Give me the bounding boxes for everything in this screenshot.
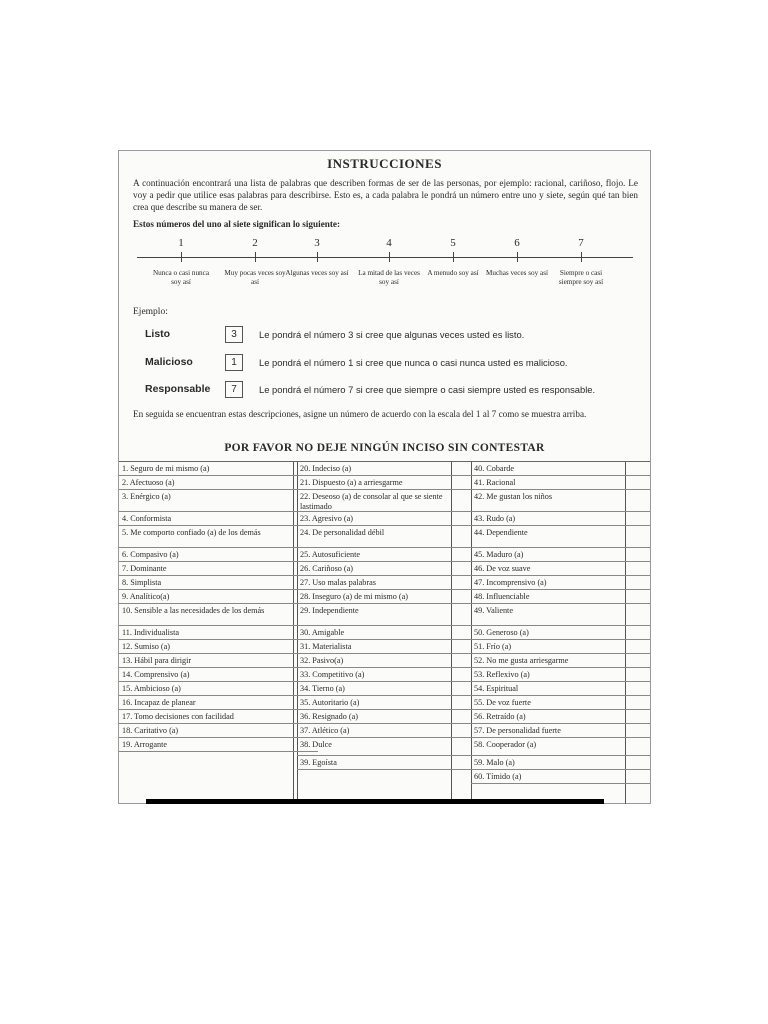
item-row[interactable] xyxy=(297,562,476,576)
item-text: 7. Dominante xyxy=(122,564,167,573)
scale-number: 1 xyxy=(178,237,184,249)
example-heading: Ejemplo: xyxy=(133,307,168,317)
item-row[interactable] xyxy=(119,724,318,738)
scale-label: Muy pocas veces soy así xyxy=(224,269,286,286)
item-row[interactable] xyxy=(119,576,318,590)
item-text: 25. Autosuficiente xyxy=(300,550,361,559)
example-text: Le pondrá el número 3 si cree que algunas veces usted es listo. xyxy=(259,329,525,340)
item-text: 31. Materialista xyxy=(300,642,352,651)
item-row[interactable] xyxy=(471,710,650,724)
scale-number: 2 xyxy=(252,237,258,249)
scale-number: 4 xyxy=(386,237,392,249)
item-text: 37. Atlético (a) xyxy=(300,726,350,735)
item-row[interactable] xyxy=(297,476,476,490)
scale-label: Algunas veces soy así xyxy=(285,269,349,277)
item-text: 42. Me gustan los niños xyxy=(474,492,553,501)
item-row[interactable] xyxy=(297,640,476,654)
item-text: 43. Rudo (a) xyxy=(474,514,516,523)
item-row[interactable] xyxy=(119,490,318,512)
item-text: 20. Indeciso (a) xyxy=(300,464,352,473)
item-text: 27. Uso malas palabras xyxy=(300,578,376,587)
questionnaire-sheet xyxy=(118,150,651,804)
item-text: 11. Individualista xyxy=(122,628,180,637)
scale-label: Muchas veces soy así xyxy=(485,269,549,277)
item-row[interactable] xyxy=(119,512,318,526)
item-row[interactable] xyxy=(119,462,318,476)
scale-label: Siempre o casi siempre soy así xyxy=(558,269,604,286)
item-text: 24. De personalidad débil xyxy=(300,528,385,537)
scale-label: Nunca o casi nunca soy así xyxy=(152,269,210,286)
item-row[interactable] xyxy=(119,590,318,604)
item-row[interactable] xyxy=(297,710,476,724)
example-text: Le pondrá el número 1 si cree que nunca o casi nunca usted es malicioso. xyxy=(259,357,568,368)
item-row[interactable] xyxy=(297,724,476,738)
item-row[interactable] xyxy=(471,604,650,626)
item-row[interactable] xyxy=(471,526,650,548)
scale-label: La mitad de las veces soy así xyxy=(358,269,420,286)
item-row[interactable] xyxy=(297,756,476,770)
item-text: 17. Tomo decisiones con facilidad xyxy=(122,712,234,721)
item-row[interactable] xyxy=(471,562,650,576)
item-text: 22. Deseoso (a) de consolar al que se siente lastimado xyxy=(300,492,443,511)
item-row[interactable] xyxy=(297,512,476,526)
item-row[interactable] xyxy=(471,756,650,770)
item-row[interactable] xyxy=(471,476,650,490)
item-text: 36. Resignado (a) xyxy=(300,712,358,721)
item-text: 3. Enérgico (a) xyxy=(122,492,171,501)
item-text: 47. Incomprensivo (a) xyxy=(474,578,547,587)
item-text: 26. Cariñoso (a) xyxy=(300,564,353,573)
follow-paragraph: En seguida se encuentran estas descripciones, asigne un número de acuerdo con la escala del 1 al 7 como se muestra arriba. xyxy=(133,409,587,419)
scale-line xyxy=(137,257,633,258)
item-row[interactable] xyxy=(297,590,476,604)
item-text: 60. Tímido (a) xyxy=(474,772,522,781)
item-text: 55. De voz fuerte xyxy=(474,698,531,707)
items-table xyxy=(119,461,650,804)
item-text: 39. Egoísta xyxy=(300,758,337,767)
item-text: 49. Valiente xyxy=(474,606,513,615)
item-row[interactable] xyxy=(297,682,476,696)
item-row[interactable] xyxy=(297,604,476,626)
scale-tick xyxy=(255,252,256,262)
scale-tick xyxy=(581,252,582,262)
item-text: 12. Sumiso (a) xyxy=(122,642,170,651)
item-text: 58. Cooperador (a) xyxy=(474,740,537,749)
item-row[interactable] xyxy=(471,576,650,590)
example-word: Malicioso xyxy=(145,356,193,368)
item-text: 54. Espiritual xyxy=(474,684,519,693)
item-text: 59. Malo (a) xyxy=(474,758,515,767)
item-text: 50. Generoso (a) xyxy=(474,628,529,637)
item-row[interactable] xyxy=(471,738,650,756)
item-text: 30. Amigable xyxy=(300,628,345,637)
item-row[interactable] xyxy=(297,526,476,548)
item-text: 33. Competitivo (a) xyxy=(300,670,365,679)
item-text: 2. Afectuoso (a) xyxy=(122,478,175,487)
scale-tick xyxy=(389,252,390,262)
item-row[interactable] xyxy=(471,724,650,738)
item-row[interactable] xyxy=(471,668,650,682)
item-text: 19. Arrogante xyxy=(122,740,168,749)
item-row[interactable] xyxy=(119,548,318,562)
example-word: Listo xyxy=(145,328,171,340)
item-text: 45. Maduro (a) xyxy=(474,550,524,559)
scale-number: 3 xyxy=(314,237,320,249)
item-text: 5. Me comporto confiado (a) de los demás xyxy=(122,528,261,537)
scale-tick xyxy=(181,252,182,262)
item-text: 52. No me gusta arriesgarme xyxy=(474,656,569,665)
item-text: 57. De personalidad fuerte xyxy=(474,726,561,735)
scale-number: 7 xyxy=(578,237,584,249)
item-row[interactable] xyxy=(119,696,318,710)
example-value-box: 1 xyxy=(225,354,243,371)
item-row[interactable] xyxy=(119,710,318,724)
item-row[interactable] xyxy=(297,548,476,562)
item-row[interactable] xyxy=(297,462,476,476)
item-text: 23. Agresivo (a) xyxy=(300,514,353,523)
item-row[interactable] xyxy=(119,626,318,640)
item-row[interactable] xyxy=(119,526,318,548)
bottom-bar xyxy=(146,799,604,804)
item-text: 9. Analítico(a) xyxy=(122,592,170,601)
item-row[interactable] xyxy=(471,548,650,562)
item-text: 13. Hábil para dirigir xyxy=(122,656,192,665)
item-text: 34. Tierno (a) xyxy=(300,684,345,693)
instructions-title: INSTRUCCIONES xyxy=(327,156,442,171)
item-row[interactable] xyxy=(297,654,476,668)
item-text: 44. Dependiente xyxy=(474,528,528,537)
item-row[interactable] xyxy=(119,476,318,490)
item-row[interactable] xyxy=(119,682,318,696)
item-text: 16. Incapaz de planear xyxy=(122,698,196,707)
item-text: 18. Caritativo (a) xyxy=(122,726,179,735)
item-text: 29. Independiente xyxy=(300,606,359,615)
item-row[interactable] xyxy=(471,490,650,512)
item-text: 51. Frío (a) xyxy=(474,642,512,651)
scale-number: 5 xyxy=(450,237,456,249)
item-text: 4. Conformista xyxy=(122,514,172,523)
item-row[interactable] xyxy=(119,654,318,668)
item-text: 6. Compasivo (a) xyxy=(122,550,179,559)
item-row[interactable] xyxy=(119,668,318,682)
item-text: 53. Reflexivo (a) xyxy=(474,670,530,679)
item-row[interactable] xyxy=(471,462,650,476)
intro-paragraph: A continuación encontrará una lista de palabras que describen formas de ser de las personas, por ejemplo: racional, cariñoso, flojo. Le voy a pedir que utilice esas palabras para describirse. Esto es, a cada palabra le pondrá un número entre uno y siete, según qué tan bien crea que describe su manera de ser. xyxy=(133,178,638,212)
item-row[interactable] xyxy=(119,562,318,576)
item-row[interactable] xyxy=(471,696,650,710)
item-text: 38. Dulce xyxy=(300,740,332,749)
item-text: 46. De voz suave xyxy=(474,564,531,573)
scale-heading: Estos números del uno al siete significan lo siguiente: xyxy=(133,219,341,229)
item-text: 15. Ambicioso (a) xyxy=(122,684,181,693)
item-row[interactable] xyxy=(297,576,476,590)
item-row[interactable] xyxy=(471,512,650,526)
answer-all-banner: POR FAVOR NO DEJE NINGÚN INCISO SIN CONTESTAR xyxy=(224,442,545,454)
item-row[interactable] xyxy=(471,626,650,640)
scale-tick xyxy=(317,252,318,262)
item-row[interactable] xyxy=(471,640,650,654)
item-text: 48. Influenciable xyxy=(474,592,530,601)
example-value-box: 7 xyxy=(225,381,243,398)
item-row[interactable] xyxy=(297,626,476,640)
item-text: 10. Sensible a las necesidades de los demás xyxy=(122,606,265,615)
item-row[interactable] xyxy=(119,604,318,626)
scale-tick xyxy=(517,252,518,262)
example-value-box: 3 xyxy=(225,326,243,343)
item-row[interactable] xyxy=(119,738,318,752)
item-row[interactable] xyxy=(471,654,650,668)
item-row[interactable] xyxy=(471,682,650,696)
item-text: 8. Simplista xyxy=(122,578,162,587)
item-text: 28. Inseguro (a) de mi mismo (a) xyxy=(300,592,409,601)
scale-number: 6 xyxy=(514,237,520,249)
item-text: 32. Pasivo(a) xyxy=(300,656,344,665)
example-text: Le pondrá el número 7 si cree que siempre o casi siempre usted es responsable. xyxy=(259,384,596,395)
item-text: 1. Seguro de mi mismo (a) xyxy=(122,464,210,473)
item-row[interactable] xyxy=(471,770,650,784)
item-text: 21. Dispuesto (a) a arriesgarme xyxy=(300,478,403,487)
scale-label: A menudo soy así xyxy=(427,269,479,277)
item-text: 41. Racional xyxy=(474,478,516,487)
item-row[interactable] xyxy=(297,738,476,756)
item-text: 14. Comprensivo (a) xyxy=(122,670,190,679)
item-row[interactable] xyxy=(119,640,318,654)
item-row[interactable] xyxy=(297,668,476,682)
item-row[interactable] xyxy=(297,696,476,710)
scale-tick xyxy=(453,252,454,262)
example-word: Responsable xyxy=(145,383,211,395)
item-text: 35. Autoritario (a) xyxy=(300,698,360,707)
item-text: 56. Retraído (a) xyxy=(474,712,526,721)
item-text: 40. Cobarde xyxy=(474,464,515,473)
item-row[interactable] xyxy=(471,590,650,604)
item-row[interactable] xyxy=(297,490,476,512)
